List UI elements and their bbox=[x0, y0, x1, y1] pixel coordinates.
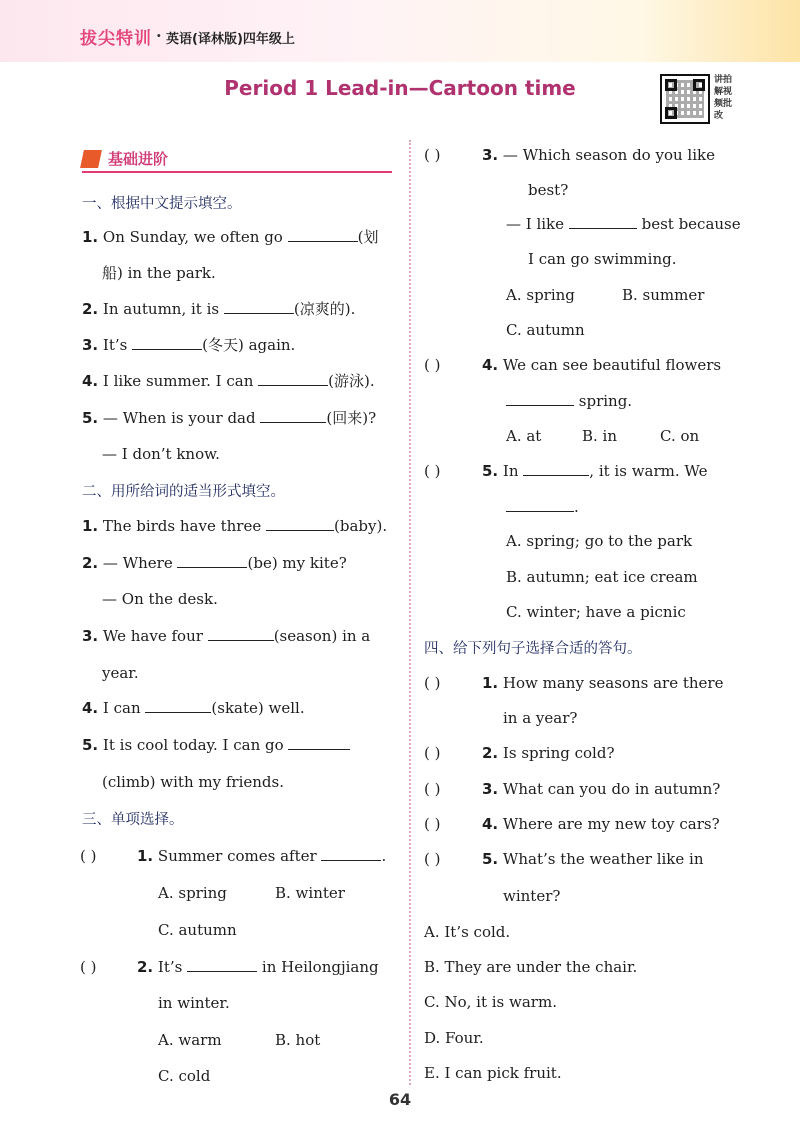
option-a[interactable]: A. warm bbox=[158, 1031, 222, 1049]
qr-caption: 讲拍 解视 频批 改 bbox=[714, 75, 733, 121]
part2-q5: 5. It is cool today. I can go bbox=[82, 735, 350, 755]
part1-q1: 1. On Sunday, we often go (划 bbox=[82, 228, 379, 246]
answer-blank[interactable] bbox=[523, 462, 589, 476]
section-title: 基础进阶 bbox=[108, 150, 169, 168]
part3-q2: 2. It’s in Heilongjiang bbox=[137, 958, 379, 976]
answer-paren[interactable]: ( ) bbox=[424, 146, 441, 164]
answer-option: D. Four. bbox=[424, 1029, 484, 1047]
answer-blank[interactable] bbox=[132, 336, 202, 350]
option-b[interactable]: B. summer bbox=[622, 286, 705, 304]
part2-q3-cont: year. bbox=[102, 664, 139, 682]
header-separator: · bbox=[156, 26, 162, 45]
book-title: 英语(译林版)四年级上 bbox=[166, 32, 295, 47]
option-a[interactable]: A. spring; go to the park bbox=[506, 532, 693, 550]
answer-blank[interactable] bbox=[208, 627, 274, 641]
page-number: 64 bbox=[388, 1090, 412, 1109]
option-c[interactable]: C. winter; have a picnic bbox=[506, 603, 686, 621]
answer-option: B. They are under the chair. bbox=[424, 958, 638, 976]
option-c[interactable]: C. autumn bbox=[158, 921, 237, 939]
part2-q4: 4. I can (skate) well. bbox=[82, 699, 305, 717]
brand-logo: 拔尖特训 bbox=[80, 29, 152, 49]
answer-blank[interactable] bbox=[569, 215, 637, 229]
answer-option: C. No, it is warm. bbox=[424, 993, 557, 1011]
part3-q3-reply: — I like best because bbox=[506, 215, 741, 233]
part1-q3: 3. It’s (冬天) again. bbox=[82, 336, 296, 354]
answer-blank[interactable] bbox=[224, 300, 294, 314]
part3-q3-reply-cont: I can go swimming. bbox=[528, 250, 677, 268]
answer-paren[interactable]: ( ) bbox=[424, 462, 441, 480]
part4-q5: 5. What’s the weather like in bbox=[482, 850, 704, 868]
answer-blank[interactable] bbox=[145, 699, 211, 713]
part3-q4-cont: spring. bbox=[506, 391, 632, 411]
pencil-icon bbox=[80, 150, 102, 168]
answer-paren[interactable]: ( ) bbox=[424, 815, 441, 833]
answer-paren[interactable]: ( ) bbox=[424, 744, 441, 762]
part4-q2: 2. Is spring cold? bbox=[482, 744, 615, 762]
answer-option: E. I can pick fruit. bbox=[424, 1064, 562, 1082]
answer-blank[interactable] bbox=[177, 554, 247, 568]
answer-blank[interactable] bbox=[506, 392, 574, 406]
answer-blank[interactable] bbox=[266, 517, 334, 531]
part2-q5-cont: (climb) with my friends. bbox=[102, 773, 284, 791]
part4-q4: 4. Where are my new toy cars? bbox=[482, 815, 720, 833]
qr-code-icon[interactable] bbox=[660, 74, 710, 124]
answer-blank[interactable] bbox=[260, 409, 326, 423]
option-b[interactable]: B. hot bbox=[275, 1031, 321, 1049]
part4-heading: 四、给下列句子选择合适的答句。 bbox=[424, 641, 642, 657]
option-a[interactable]: A. at bbox=[506, 427, 542, 445]
section-header bbox=[82, 148, 168, 169]
part3-q2-cont: in winter. bbox=[158, 994, 230, 1012]
part1-q5: 5. — When is your dad (回来)? bbox=[82, 409, 377, 427]
answer-blank[interactable] bbox=[187, 958, 257, 972]
option-b[interactable]: B. autumn; eat ice cream bbox=[506, 568, 698, 586]
part2-q2-reply: — On the desk. bbox=[102, 590, 218, 608]
part4-q1: 1. How many seasons are there bbox=[482, 674, 724, 692]
answer-paren[interactable]: ( ) bbox=[80, 958, 97, 976]
part3-q4: 4. We can see beautiful flowers bbox=[482, 356, 722, 374]
part2-q2: 2. — Where (be) my kite? bbox=[82, 554, 347, 572]
part1-heading: 一、根据中文提示填空。 bbox=[82, 196, 242, 212]
answer-paren[interactable]: ( ) bbox=[80, 847, 97, 865]
answer-option: A. It’s cold. bbox=[424, 923, 511, 941]
option-a[interactable]: A. spring bbox=[158, 884, 227, 902]
page-title: Period 1 Lead-in—Cartoon time bbox=[224, 76, 576, 100]
answer-blank[interactable] bbox=[288, 736, 350, 750]
part4-q3: 3. What can you do in autumn? bbox=[482, 780, 721, 798]
part3-heading: 三、单项选择。 bbox=[82, 812, 184, 828]
answer-blank[interactable] bbox=[321, 847, 381, 861]
answer-paren[interactable]: ( ) bbox=[424, 780, 441, 798]
part2-q3: 3. We have four (season) in a bbox=[82, 627, 371, 645]
part1-q5-reply: — I don’t know. bbox=[102, 445, 220, 463]
answer-paren[interactable]: ( ) bbox=[424, 850, 441, 868]
option-b[interactable]: B. winter bbox=[275, 884, 345, 902]
answer-paren[interactable]: ( ) bbox=[424, 356, 441, 374]
part1-q4: 4. I like summer. I can (游泳). bbox=[82, 372, 375, 390]
part2-heading: 二、用所给词的适当形式填空。 bbox=[82, 484, 285, 500]
option-c[interactable]: C. autumn bbox=[506, 321, 585, 339]
option-a[interactable]: A. spring bbox=[506, 286, 575, 304]
part2-q1: 1. The birds have three (baby). bbox=[82, 517, 388, 535]
column-divider bbox=[409, 140, 411, 1085]
answer-paren[interactable]: ( ) bbox=[424, 674, 441, 692]
part4-q1-cont: in a year? bbox=[503, 709, 578, 727]
part1-q2: 2. In autumn, it is (凉爽的). bbox=[82, 300, 356, 318]
answer-blank[interactable] bbox=[258, 372, 328, 386]
option-b[interactable]: B. in bbox=[582, 427, 618, 445]
part3-q5: 5. In , it is warm. We bbox=[482, 462, 708, 480]
part3-q3: 3. — Which season do you like bbox=[482, 146, 715, 164]
part3-q1: 1. Summer comes after . bbox=[137, 847, 387, 865]
answer-blank[interactable] bbox=[288, 228, 358, 242]
option-c[interactable]: C. on bbox=[660, 427, 700, 445]
part4-q5-cont: winter? bbox=[503, 887, 561, 905]
part3-q3-cont: best? bbox=[528, 181, 569, 199]
part1-q1-cont: 船) in the park. bbox=[102, 264, 216, 282]
option-c[interactable]: C. cold bbox=[158, 1067, 211, 1085]
section-underline bbox=[82, 171, 392, 173]
answer-blank[interactable] bbox=[506, 498, 574, 512]
part3-q5-cont: . bbox=[506, 497, 579, 517]
